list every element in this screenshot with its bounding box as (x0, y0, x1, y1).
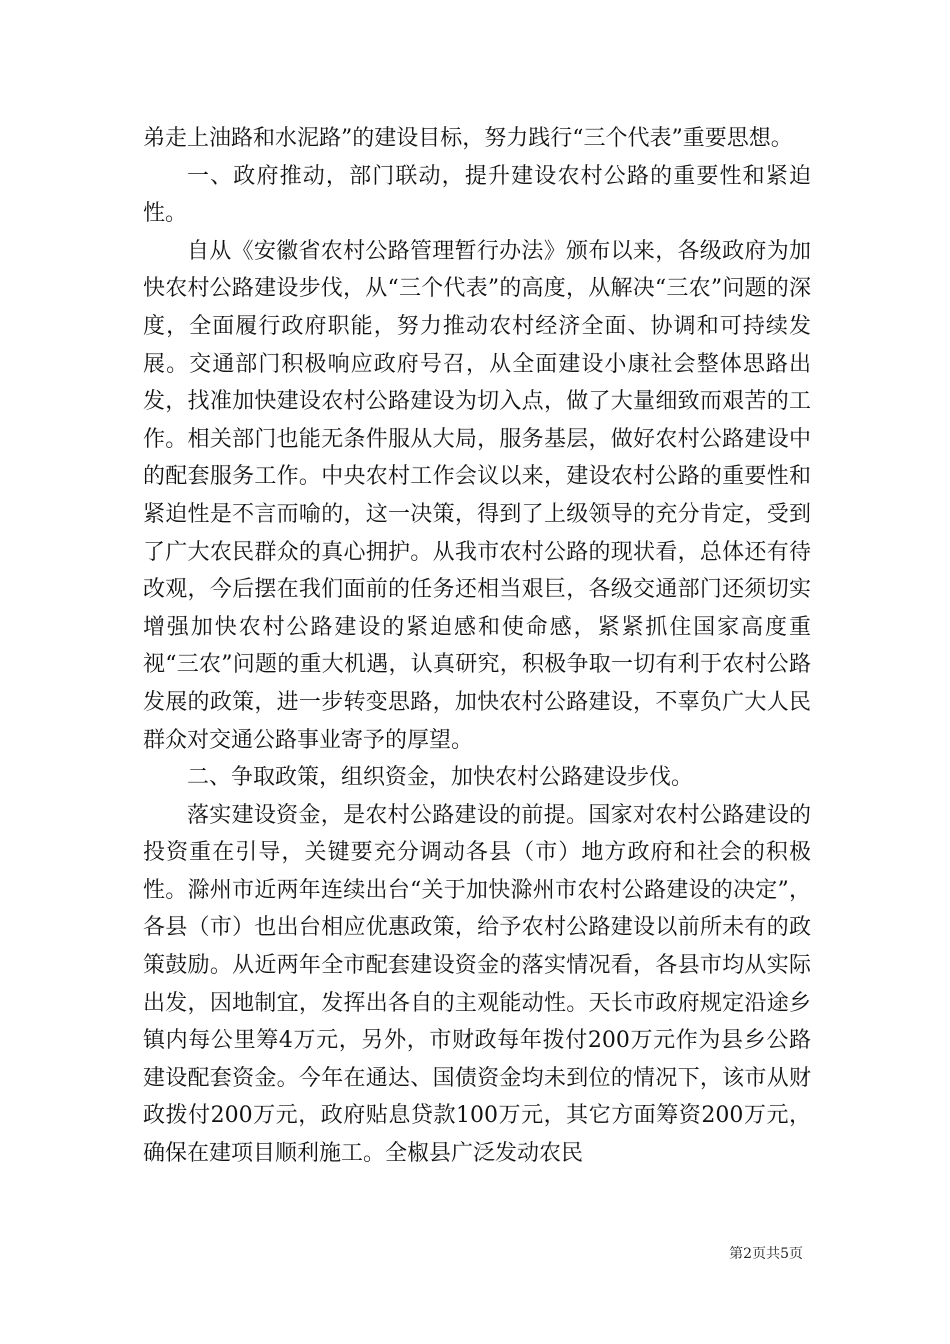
page-number: 第2页共5页 (729, 1246, 803, 1262)
section-heading-1: 一、政府推动，部门联动，提升建设农村公路的重要性和紧迫性。 (143, 163, 811, 227)
document-body (143, 120, 811, 1173)
paragraph: 落实建设资金，是农村公路建设的前提。国家对农村公路建设的投资重在引导，关键要充分调动各县（市）地方政府和社会的积极性。滁州市近两年连续出台“关于加快滁州市农村公路建设的决定”，各县（市）也出台相应优惠政策，给予农村公路建设以前所未有的政策鼓励。从近两年全市配套建设资金的落实情况看，各县市均从实际出发，因地制宜，发挥出各自的主观能动性。天长市政府规定沿途乡镇内每公里筹4万元，另外，市财政每年拨付200万元作为县乡公路建设配套资金。今年在通达、国债资金均未到位的情况下，该市从财政拨付200万元，政府贴息贷款100万元，其它方面筹资200万元，确保在建项目顺利施工。全椒县广泛发动农民 (143, 802, 811, 1167)
section-heading-2: 二、争取政策，组织资金，加快农村公路建设步伐。 (187, 765, 694, 791)
paragraph: 自从《安徽省农村公路管理暂行办法》颁布以来，各级政府为加快农村公路建设步伐，从“三个代表”的高度，从解决“三农”问题的深度，全面履行政府职能，努力推动农村经济全面、协调和可持续发展。交通部门积极响应政府号召，从全面建设小康社会整体思路出发，找准加快建设农村公路建设为切入点，做了大量细致而艰苦的工作。相关部门也能无条件服从大局，服务基层，做好农村公路建设中的配套服务工作。中央农村工作会议以来，建设农村公路的重要性和紧迫性是不言而喻的，这一决策，得到了上级领导的充分肯定，受到了广大农民群众的真心拥护。从我市农村公路的现状看，总体还有待改观，今后摆在我们面前的任务还相当艰巨，各级交通部门还须切实增强加快农村公路建设的紧迫感和使命感，紧紧抓住国家高度重视“三农”问题的重大机遇，认真研究，积极争取一切有利于农村公路发展的政策，进一步转变思路，加快农村公路建设，不辜负广大人民群众对交通公路事业寄予的厚望。 (143, 238, 811, 753)
paragraph-continuation: 弟走上油路和水泥路”的建设目标，努力践行“三个代表”重要思想。 (143, 126, 793, 151)
